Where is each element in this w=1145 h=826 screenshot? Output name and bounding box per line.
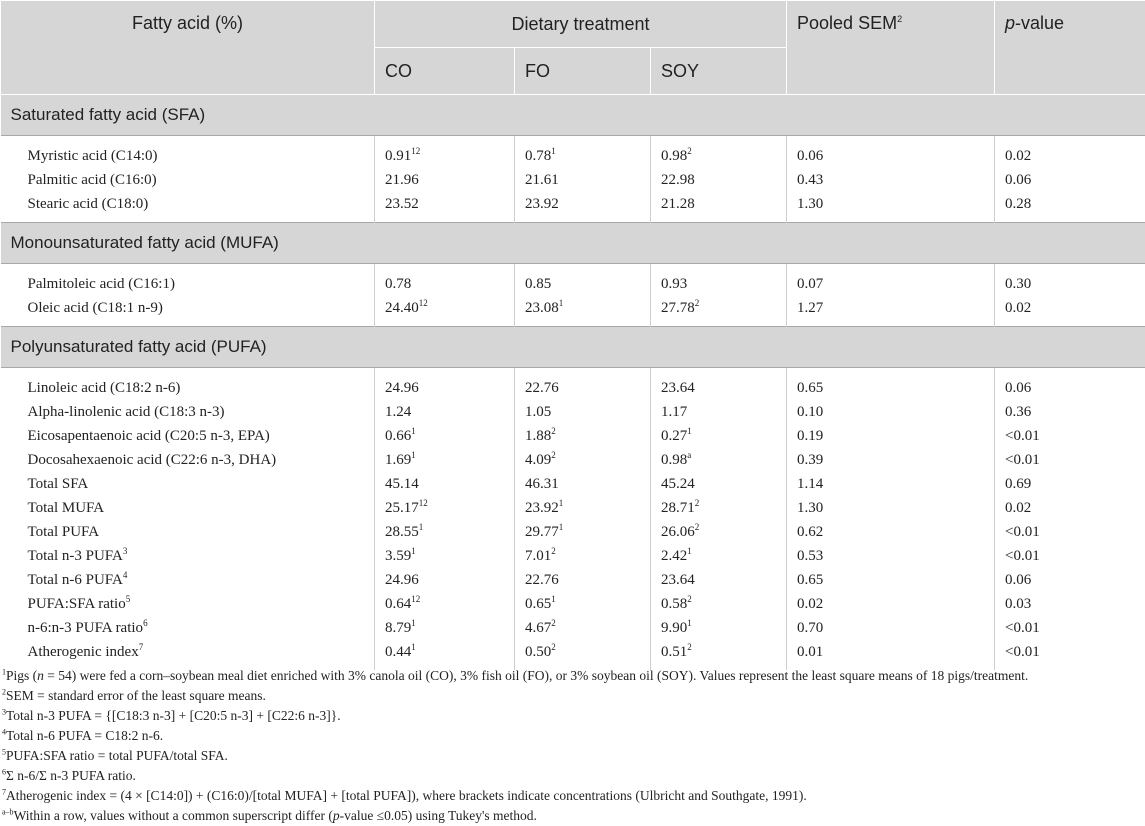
value-p: 0.30 <box>1005 276 1031 292</box>
table-body <box>1 95 1145 671</box>
value-sem: 1.30 <box>797 196 823 212</box>
footnote-text: -value ≤0.05) using Tukey's method. <box>340 808 537 823</box>
footnote-text: Pigs ( <box>6 668 37 683</box>
value-fo: 0.78 <box>525 148 551 164</box>
value-co: 0.44 <box>385 644 411 660</box>
value-p: 0.28 <box>1005 196 1031 212</box>
footnote-marker: 2 <box>2 688 6 697</box>
table-row <box>1 168 1145 192</box>
value-sem-cell <box>787 472 995 496</box>
value-co-cell <box>375 520 515 544</box>
row-name-cell <box>1 616 375 640</box>
value-soy-superscript: 1 <box>687 546 692 556</box>
section-title: Monounsaturated fatty acid (MUFA) <box>1 223 1145 264</box>
value-co-superscript: 1 <box>419 522 424 532</box>
value-fo: 1.05 <box>525 404 551 420</box>
value-co-superscript: 1 <box>411 450 416 460</box>
value-soy-cell <box>651 448 787 472</box>
value-co-cell <box>375 400 515 424</box>
value-fo: 22.76 <box>525 572 559 588</box>
value-co-cell <box>375 448 515 472</box>
table-header-row <box>1 1 1145 48</box>
value-soy-cell <box>651 592 787 616</box>
row-name-cell <box>1 136 375 169</box>
footnote-marker: 4 <box>2 728 6 737</box>
value-fo-cell <box>515 592 651 616</box>
value-soy-superscript: 2 <box>687 146 692 156</box>
value-p-cell <box>995 568 1145 592</box>
value-sem: 0.07 <box>797 276 823 292</box>
value-p: 0.03 <box>1005 596 1031 612</box>
table-row <box>1 472 1145 496</box>
value-p-cell <box>995 296 1145 327</box>
value-soy-cell <box>651 400 787 424</box>
row-name: Myristic acid (C14:0) <box>28 148 158 164</box>
value-p: <0.01 <box>1005 644 1040 660</box>
value-sem: 1.27 <box>797 300 823 316</box>
value-soy: 27.78 <box>661 300 695 316</box>
header-p-rest: -value <box>1015 13 1064 33</box>
row-name-cell <box>1 592 375 616</box>
value-fo: 23.92 <box>525 500 559 516</box>
value-soy-cell <box>651 472 787 496</box>
footnote-text: Total n-3 PUFA = {[C18:3 n-3] + [C20:5 n-3] + [C22:6 n-3]}. <box>6 708 341 723</box>
value-soy-superscript: 1 <box>687 618 692 628</box>
table-row <box>1 264 1145 297</box>
value-co-cell <box>375 472 515 496</box>
table-row <box>1 424 1145 448</box>
row-name-cell <box>1 520 375 544</box>
value-soy-cell <box>651 296 787 327</box>
value-soy-cell <box>651 496 787 520</box>
value-co: 1.69 <box>385 452 411 468</box>
value-co-superscript: 1 <box>411 642 416 652</box>
value-fo: 7.01 <box>525 548 551 564</box>
value-soy-superscript: 2 <box>695 298 700 308</box>
value-co-cell <box>375 192 515 223</box>
value-co-superscript: 1 <box>411 546 416 556</box>
value-fo-cell <box>515 448 651 472</box>
value-sem-cell <box>787 192 995 223</box>
value-soy-cell <box>651 192 787 223</box>
header-p-italic: p <box>1005 13 1015 33</box>
footnote-marker: 1 <box>2 668 6 677</box>
table-row <box>1 496 1145 520</box>
value-co: 1.24 <box>385 404 411 420</box>
section-header-row <box>1 95 1145 136</box>
table-row <box>1 400 1145 424</box>
value-fo-cell <box>515 168 651 192</box>
value-co: 24.96 <box>385 380 419 396</box>
value-co: 0.64 <box>385 596 411 612</box>
value-fo-superscript: 2 <box>551 450 556 460</box>
row-name: Stearic acid (C18:0) <box>28 196 149 212</box>
value-fo: 1.88 <box>525 428 551 444</box>
value-sem-cell <box>787 168 995 192</box>
row-name-cell <box>1 424 375 448</box>
value-co: 0.66 <box>385 428 411 444</box>
value-p: 0.02 <box>1005 500 1031 516</box>
footnote-marker: a–b <box>2 808 14 817</box>
value-soy-cell <box>651 616 787 640</box>
value-co: 3.59 <box>385 548 411 564</box>
value-soy: 0.27 <box>661 428 687 444</box>
row-name-cell <box>1 544 375 568</box>
row-name: Total n-3 PUFA <box>28 548 123 564</box>
value-co-cell <box>375 616 515 640</box>
value-fo: 23.92 <box>525 196 559 212</box>
row-name: Total MUFA <box>28 500 105 516</box>
section-header-row <box>1 223 1145 264</box>
value-p: <0.01 <box>1005 428 1040 444</box>
table-row <box>1 520 1145 544</box>
value-soy-superscript: 2 <box>695 522 700 532</box>
value-sem-cell <box>787 592 995 616</box>
value-co: 0.91 <box>385 148 411 164</box>
value-co-superscript: 12 <box>411 146 420 156</box>
value-soy: 26.06 <box>661 524 695 540</box>
row-name: Linoleic acid (C18:2 n-6) <box>28 380 181 396</box>
row-name: Palmitoleic acid (C16:1) <box>28 276 175 292</box>
value-co-superscript: 12 <box>411 594 420 604</box>
value-fo-superscript: 1 <box>559 498 564 508</box>
value-soy: 23.64 <box>661 572 695 588</box>
value-fo-superscript: 2 <box>551 642 556 652</box>
value-p-cell <box>995 136 1145 169</box>
footnote-italic-text: n <box>37 668 44 683</box>
value-p: <0.01 <box>1005 452 1040 468</box>
footnote <box>0 706 1145 726</box>
footnote-marker: 3 <box>2 708 6 717</box>
value-soy-cell <box>651 568 787 592</box>
value-co: 8.79 <box>385 620 411 636</box>
footnote <box>0 726 1145 746</box>
value-p-cell <box>995 168 1145 192</box>
table-row <box>1 544 1145 568</box>
section-title: Saturated fatty acid (SFA) <box>1 95 1145 136</box>
footnote-text: = 54) were fed a corn–soybean meal diet enriched with 3% canola oil (CO), 3% fish oil (FO), or 3% soybean oil (SOY). Values represent the least square means of 18 pigs/treatment. <box>44 668 1028 683</box>
value-sem: 0.02 <box>797 596 823 612</box>
header-soy: SOY <box>651 48 787 95</box>
value-soy-superscript: 2 <box>687 594 692 604</box>
value-soy: 0.93 <box>661 276 687 292</box>
value-sem: 1.14 <box>797 476 823 492</box>
value-fo: 0.85 <box>525 276 551 292</box>
value-p: <0.01 <box>1005 524 1040 540</box>
row-name: Alpha-linolenic acid (C18:3 n-3) <box>28 404 225 420</box>
row-name: Total n-6 PUFA <box>28 572 123 588</box>
value-co-cell <box>375 424 515 448</box>
table-row <box>1 448 1145 472</box>
table-row <box>1 568 1145 592</box>
footnote <box>0 686 1145 706</box>
value-co: 21.96 <box>385 172 419 188</box>
value-co-cell <box>375 168 515 192</box>
value-soy: 0.58 <box>661 596 687 612</box>
row-name: Palmitic acid (C16:0) <box>28 172 157 188</box>
value-co-cell <box>375 368 515 401</box>
value-fo-cell <box>515 616 651 640</box>
row-name-cell <box>1 192 375 223</box>
value-p-cell <box>995 448 1145 472</box>
value-soy: 1.17 <box>661 404 687 420</box>
footnote-text: Σ n-6/Σ n-3 PUFA ratio. <box>6 768 136 783</box>
value-fo: 4.67 <box>525 620 551 636</box>
value-fo: 22.76 <box>525 380 559 396</box>
table-row <box>1 616 1145 640</box>
value-fo-cell <box>515 496 651 520</box>
value-p-cell <box>995 400 1145 424</box>
value-fo-superscript: 2 <box>551 618 556 628</box>
footnote-text: PUFA:SFA ratio = total PUFA/total SFA. <box>6 748 228 763</box>
header-p-value <box>995 1 1145 95</box>
value-fo-superscript: 2 <box>551 426 556 436</box>
value-soy: 2.42 <box>661 548 687 564</box>
value-sem: 0.39 <box>797 452 823 468</box>
value-co: 24.40 <box>385 300 419 316</box>
value-co: 28.55 <box>385 524 419 540</box>
value-fo-cell <box>515 136 651 169</box>
row-name-cell <box>1 496 375 520</box>
footnote-italic-text: p <box>333 808 340 823</box>
footnote-text: Atherogenic index = (4 × [C14:0]) + (C16:0)/[total MUFA] + [total PUFA]), where brackets indicate concentrations (Ulbricht and Southgate, 1991). <box>6 788 807 803</box>
value-fo-cell <box>515 424 651 448</box>
value-soy-cell <box>651 168 787 192</box>
value-sem: 0.65 <box>797 380 823 396</box>
value-p: 0.06 <box>1005 572 1031 588</box>
row-name-cell <box>1 448 375 472</box>
footnote <box>0 786 1145 806</box>
value-fo-cell <box>515 400 651 424</box>
row-name-cell <box>1 568 375 592</box>
footnote-text: Total n-6 PUFA = C18:2 n-6. <box>6 728 163 743</box>
value-sem: 0.65 <box>797 572 823 588</box>
value-soy-superscript: 2 <box>695 498 700 508</box>
value-p-cell <box>995 424 1145 448</box>
value-sem: 0.70 <box>797 620 823 636</box>
value-p-cell <box>995 496 1145 520</box>
value-co: 24.96 <box>385 572 419 588</box>
value-sem: 0.62 <box>797 524 823 540</box>
value-co-cell <box>375 544 515 568</box>
header-co: CO <box>375 48 515 95</box>
value-co-cell <box>375 592 515 616</box>
table-row <box>1 592 1145 616</box>
value-soy: 23.64 <box>661 380 695 396</box>
value-p: 0.02 <box>1005 300 1031 316</box>
footnote-marker: 5 <box>2 748 6 757</box>
footnote <box>0 666 1145 686</box>
row-name: n-6:n-3 PUFA ratio <box>28 620 144 636</box>
row-name: Eicosapentaenoic acid (C20:5 n-3, EPA) <box>28 428 270 444</box>
value-soy-cell <box>651 424 787 448</box>
footnote-marker: 7 <box>2 788 6 797</box>
value-co-cell <box>375 296 515 327</box>
value-p-cell <box>995 520 1145 544</box>
value-soy-cell <box>651 520 787 544</box>
value-sem: 0.10 <box>797 404 823 420</box>
section-header-row <box>1 327 1145 368</box>
value-sem-cell <box>787 544 995 568</box>
value-fo-superscript: 2 <box>551 546 556 556</box>
value-p-cell <box>995 472 1145 496</box>
value-fo: 29.77 <box>525 524 559 540</box>
value-co-superscript: 1 <box>411 426 416 436</box>
value-sem: 0.43 <box>797 172 823 188</box>
value-sem: 0.53 <box>797 548 823 564</box>
row-name-cell <box>1 368 375 401</box>
value-p: 0.06 <box>1005 172 1031 188</box>
value-sem-cell <box>787 296 995 327</box>
value-soy-cell <box>651 368 787 401</box>
value-co: 45.14 <box>385 476 419 492</box>
value-co: 25.17 <box>385 500 419 516</box>
value-p-cell <box>995 264 1145 297</box>
value-fo: 0.50 <box>525 644 551 660</box>
row-name: Docosahexaenoic acid (C22:6 n-3, DHA) <box>28 452 277 468</box>
value-soy: 0.98 <box>661 148 687 164</box>
value-fo: 21.61 <box>525 172 559 188</box>
row-name-cell <box>1 296 375 327</box>
value-sem: 0.06 <box>797 148 823 164</box>
value-sem-cell <box>787 520 995 544</box>
row-name-superscript: 6 <box>143 618 148 628</box>
value-soy-superscript: 2 <box>687 642 692 652</box>
value-co-cell <box>375 568 515 592</box>
value-sem-cell <box>787 264 995 297</box>
section-title: Polyunsaturated fatty acid (PUFA) <box>1 327 1145 368</box>
value-co: 0.78 <box>385 276 411 292</box>
value-fo-cell <box>515 544 651 568</box>
value-co-superscript: 12 <box>419 498 428 508</box>
header-fo: FO <box>515 48 651 95</box>
value-co: 23.52 <box>385 196 419 212</box>
footnote-text: Within a row, values without a common superscript differ ( <box>14 808 333 823</box>
header-pooled-sem-label: Pooled SEM <box>797 13 897 33</box>
value-p: 0.36 <box>1005 404 1031 420</box>
footnotes <box>0 666 1145 826</box>
value-fo: 4.09 <box>525 452 551 468</box>
row-name-cell <box>1 168 375 192</box>
value-p: 0.69 <box>1005 476 1031 492</box>
value-sem-cell <box>787 568 995 592</box>
value-sem-cell <box>787 616 995 640</box>
value-soy: 28.71 <box>661 500 695 516</box>
value-p-cell <box>995 592 1145 616</box>
value-sem-cell <box>787 424 995 448</box>
footnote-text: SEM = standard error of the least square means. <box>6 688 266 703</box>
footnote <box>0 746 1145 766</box>
value-soy-cell <box>651 264 787 297</box>
table-row <box>1 296 1145 327</box>
footnote <box>0 806 1145 826</box>
value-fo-cell <box>515 520 651 544</box>
row-name-cell <box>1 264 375 297</box>
header-pooled-sem-footnote: 2 <box>897 14 902 24</box>
value-sem-cell <box>787 448 995 472</box>
value-soy: 0.51 <box>661 644 687 660</box>
value-soy-cell <box>651 136 787 169</box>
row-name-superscript: 7 <box>139 642 144 652</box>
value-co-cell <box>375 136 515 169</box>
table-row <box>1 192 1145 223</box>
value-soy: 21.28 <box>661 196 695 212</box>
value-soy: 45.24 <box>661 476 695 492</box>
value-fo-cell <box>515 368 651 401</box>
row-name-cell <box>1 472 375 496</box>
value-soy-superscript: 1 <box>687 426 692 436</box>
value-co-cell <box>375 264 515 297</box>
value-fo: 0.65 <box>525 596 551 612</box>
value-fo: 23.08 <box>525 300 559 316</box>
value-soy: 0.98 <box>661 452 687 468</box>
value-co-cell <box>375 496 515 520</box>
value-sem-cell <box>787 136 995 169</box>
value-p-cell <box>995 192 1145 223</box>
row-name-superscript: 4 <box>123 570 128 580</box>
row-name: Atherogenic index <box>28 644 139 660</box>
value-p-cell <box>995 368 1145 401</box>
row-name-cell <box>1 400 375 424</box>
header-dietary-treatment: Dietary treatment <box>375 1 787 48</box>
value-co-superscript: 1 <box>411 618 416 628</box>
value-soy: 9.90 <box>661 620 687 636</box>
value-p: <0.01 <box>1005 620 1040 636</box>
value-sem-cell <box>787 496 995 520</box>
footnote-marker: 6 <box>2 768 6 777</box>
value-fo-cell <box>515 568 651 592</box>
header-pooled-sem <box>787 1 995 95</box>
footnote <box>0 766 1145 786</box>
row-name: PUFA:SFA ratio <box>28 596 126 612</box>
value-p: 0.02 <box>1005 148 1031 164</box>
row-name-superscript: 3 <box>123 546 128 556</box>
value-p-cell <box>995 616 1145 640</box>
value-fo-cell <box>515 192 651 223</box>
value-fo-superscript: 1 <box>559 298 564 308</box>
value-fo-cell <box>515 296 651 327</box>
header-fatty-acid: Fatty acid (%) <box>1 1 375 95</box>
value-sem: 0.19 <box>797 428 823 444</box>
row-name: Total PUFA <box>28 524 100 540</box>
table-row <box>1 368 1145 401</box>
value-fo-superscript: 1 <box>551 594 556 604</box>
value-soy: 22.98 <box>661 172 695 188</box>
row-name-superscript: 5 <box>126 594 131 604</box>
value-co-superscript: 12 <box>419 298 428 308</box>
value-sem: 0.01 <box>797 644 823 660</box>
value-fo-superscript: 1 <box>559 522 564 532</box>
value-p: 0.06 <box>1005 380 1031 396</box>
table-row <box>1 136 1145 169</box>
value-fo: 46.31 <box>525 476 559 492</box>
value-sem-cell <box>787 368 995 401</box>
value-soy-cell <box>651 544 787 568</box>
value-sem-cell <box>787 400 995 424</box>
value-fo-superscript: 1 <box>551 146 556 156</box>
value-fo-cell <box>515 264 651 297</box>
value-p-cell <box>995 544 1145 568</box>
value-fo-cell <box>515 472 651 496</box>
value-soy-superscript: a <box>687 450 691 460</box>
row-name: Oleic acid (C18:1 n-9) <box>28 300 163 316</box>
row-name: Total SFA <box>28 476 89 492</box>
value-sem: 1.30 <box>797 500 823 516</box>
value-p: <0.01 <box>1005 548 1040 564</box>
